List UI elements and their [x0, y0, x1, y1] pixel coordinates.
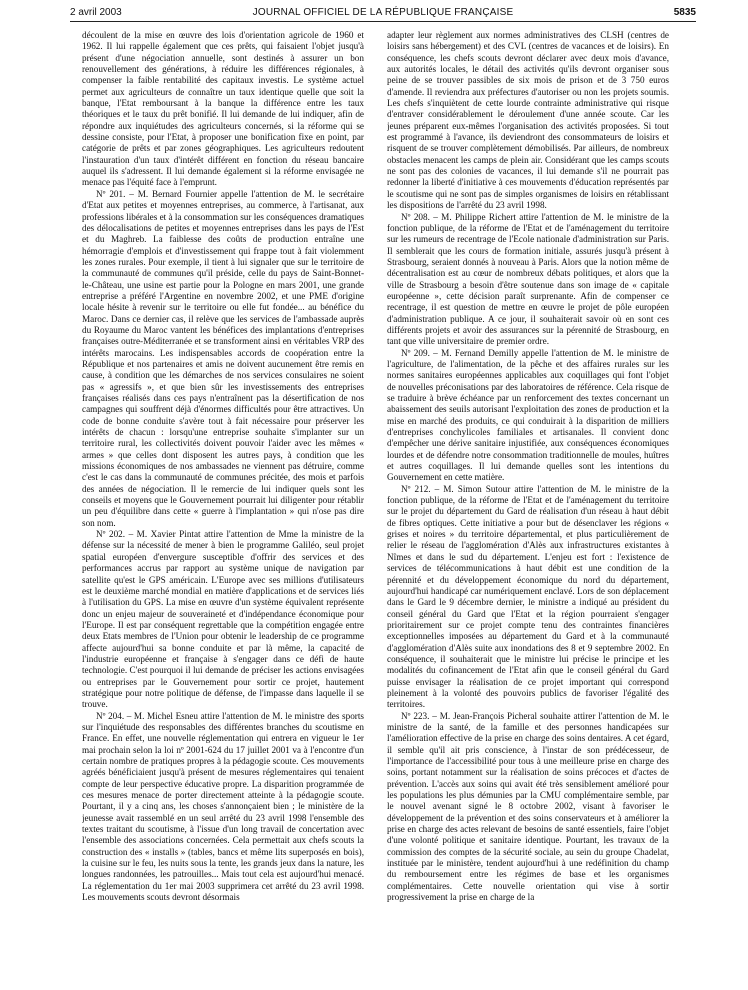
left-column — [82, 30, 364, 980]
paragraph: Nº 212. – M. Simon Sutour attire l'attention de M. le ministre de la fonction publique, de la réforme de l'Etat et de l'aménagement du territoire sur le projet du département du Gard de réalisation d'un réseau à haut débit de fibres optiques. Cette initiative a pour but de désenclaver les régions « grises et noires » du territoire départemental, et plus particulièrement de relier le réseau de l'agglomération d'Alès aux infrastructures existantes à Nîmes et dans le sud du département. L'enjeu est fort : l'existence de services de télécommunications à haut débit est une condition de la pérennité et du développement économique du nord du département, aujourd'hui handicapé car numériquement enclavé. Lors de son déplacement dans le Gard le 9 décembre dernier, le ministre a indiqué au président du conseil général du Gard que l'Etat et la région pourraient s'engager prioritairement sur ce projet compte tenu des contraintes financières exceptionnelles imposées au département du Gard et à la communauté d'agglomération d'Alès suite aux inondations des 8 et 9 septembre 2002. En conséquence, il souhaiterait que le ministre lui précise le principe et les modalités du cofinancement de l'Etat afin que le conseil général du Gard puisse envisager la réalisation de ce projet important qui correspond pleinement à la volonté des pouvoirs publics de favoriser l'égalité des territoires. — [387, 483, 669, 710]
paragraph: Nº 201. – M. Bernard Fournier appelle l'attention de M. le secrétaire d'Etat aux petites et moyennes entreprises, au commerce, à l'artisanat, aux professions libérales et à la consommation sur les conséquences dramatiques des délocalisations de petites et moyennes entreprises dans les pays de l'Est et du Maghreb. La faiblesse des coûts de production entraîne une hémorragie d'emplois et d'investissement qui frappe tout à fait violemment les zones rurales. Pour exemple, il tient à lui signaler que sur le territoire de la communauté de communes qu'il préside, celle du pays de Saint-Bonnet-le-Château, une usine est partie pour la Pologne en mars 2001, une grande entreprise a préféré l'Argentine en novembre 2002, et une PME d'origine locale hésite à revenir sur le territoire ou elle fut fondée... au bénéfice du Maroc. Dans ce dernier cas, il relève que les services de l'ambassade auprès du Royaume du Maroc vantent les bénéfices des implantations d'entreprises françaises outre-Méditerranée et se transforment ainsi en véritables VRP des intérêts marocains. Les indispensables accords de coopération entre la République et nos partenaires et amis ne doivent aucunement être remis en cause, à condition que les démarches de nos services consulaires ne soient pas « agressifs », et que bien sûr les investissements des entreprises françaises réalisés dans ces pays n'entraînent pas la désertification de nos campagnes qui souffrent déjà d'énormes difficultés pour être attractives. Un code de bonne conduite s'avère tout à fait nécessaire pour préserver les intérêts de chacun : lorsqu'une entreprise souhaite s'implanter sur un territoire rural, les collectivités doivent pouvoir l'aider avec les mêmes « armes » que celles dont disposent les autres pays, à condition que les missions économiques de nos ambassades ne viennent pas détruire, comme c'est le cas dans la communauté de communes précitée, des mois et parfois des années de négociation. Il le remercie de lui indiquer quels sont les conseils et moyens que le Gouvernement pourrait lui diligenter pour rétablir un peu d'équilibre dans cette « guerre à l'implantation » qui n'ose pas dire son nom. — [82, 188, 364, 528]
paragraph: Nº 208. – M. Philippe Richert attire l'attention de M. le ministre de la fonction publique, de la réforme de l'Etat et de l'aménagement du territoire sur les rumeurs de recentrage de l'Ecole nationale d'administration sur Paris. Il semblerait que les cours de formation initiale, assurés jusqu'à présent à Strasbourg, seraient donnés à nouveau à Paris. Alors que la notion même de décentralisation est au cœur de nombreux débats politiques, et alors que la ville de Strasbourg a besoin d'être soutenue dans son image de « capitale européenne », cette décision paraît surprenante. Afin de compenser ce recentrage, il est question de mettre en œuvre le projet de pôle européen d'administration publique. A ce jour, il souhaiterait savoir où en sont ces différents projets et avoir des assurances sur la pérennité de Strasbourg, en tant que ville universitaire de premier ordre. — [387, 211, 669, 347]
paragraph: Nº 204. – M. Michel Esneu attire l'attention de M. le ministre des sports sur l'inquiétude des responsables des différentes branches du scoutisme en France. En effet, une nouvelle réglementation qui entrera en vigueur le 1er mai prochain selon la loi nº 2001-624 du 17 juillet 2001 va à l'encontre d'un certain nombre de pratiques propres à la pédagogie scoute. Ces mouvements agréés bénéficiaient jusqu'à présent de mesures réglementaires qui tenaient compte de leur perspective éducative propre. La disparition programmée de ces mesures menace de porter directement atteinte à la pédagogie scoute. Pourtant, il y a cinq ans, les choses s'annonçaient bien ; le ministère de la jeunesse avait rassemblé en un seul arrêté du 23 avril 1998 l'ensemble des textes traitant du scoutisme, à l'issue d'un long travail de concertation avec l'ensemble des associations concernées. Cela permettait aux chefs scouts la construction des « installs » (tables, bancs et même lits superposés en bois), la cuisine sur le feu, les nuits sous la tente, les grands jeux dans la nature, les longues randonnées, les patrouilles... Mais tout cela est aujourd'hui menacé. La réglementation du 1er mai 2003 supprimera cet arrêté du 23 avril 1998. Les mouvements scouts devront désormais — [82, 710, 364, 903]
paragraph: Nº 202. – M. Xavier Pintat attire l'attention de Mme la ministre de la défense sur la nécessité de mener à bien le programme Galiléo, seul projet spatial européen d'envergure susceptible d'offrir des services et des performances accrus par rapport au système unique de navigation par satellite qu'est le GPS américain. L'Europe avec ses millions d'utilisateurs est le deuxième marché mondial en matière d'applications et de services liés à l'utilisation du GPS. La mise en œuvre d'un système équivalent représente donc un enjeu majeur de souveraineté et d'indépendance économique pour l'Europe. Il est par conséquent regrettable que la compétition engagée entre deux Etats membres de l'Union pour obtenir le leadership de ce programme affecte aujourd'hui sa bonne conduite et par là même, la capacité de l'industrie européenne et française à s'engager dans ce défi de haute technologie. C'est pourquoi il lui demande de préciser les actions envisagées ou entreprises par le Gouvernement pour sortir ce projet, hautement stratégique pour notre politique de défense, de l'impasse dans laquelle il se trouve. — [82, 529, 364, 710]
paragraph: adapter leur règlement aux normes administratives des CLSH (centres de loisirs sans hébergement) et des CVL (centres de vacances et de loisirs). En conséquence, les chefs scouts devront déclarer avec deux mois d'avance, aux autorités locales, le détail des activités qu'ils devront organiser sous peine de se trouver passibles de six mois de prison et de 3 750 euros d'amende. Il reviendra aux préfectures d'autoriser ou non les projets soumis. Les chefs s'inquiètent de cette lourde contrainte administrative qui risque d'entraver considérablement le déroulement d'une année scoute. Car les jeunes préparent eux-mêmes l'organisation des activités proposées. Si tout est programmé à l'avance, ils deviendront des consommateurs de loisirs et risquent de se trouver complètement démobilisés. Par ailleurs, de nombreux obstacles menacent les camps de plein air. Considérant que les camps scouts ne sont pas des colonies de vacances, il lui demande s'il ne pourrait pas redonner la liberté d'initiative à ces mouvements d'éducation représentés par le scoutisme qui ne sont pas de simples organismes de loisirs en rétablissant les dispositions de l'arrêté du 23 avril 1998. — [387, 30, 669, 211]
header-date: 2 avril 2003 — [70, 7, 122, 18]
paragraph: Nº 209. – M. Fernand Demilly appelle l'attention de M. le ministre de l'agriculture, de l'alimentation, de la pêche et des affaires rurales sur les normes sanitaires européennes applicables aux coquillages qui font l'objet de nouvelles préconisations par des laboratoires de référence. Cela risque de se traduire à brève échéance par un renforcement des textes concernant un abaissement des seuils autorisant l'exploitation des zones de production et la mise en marché des produits, ce qui conduirait à la disparition de milliers d'entreprises conchylicoles familiales et artisanales. Il convient donc d'empêcher une dérive sanitaire injustifiée, aux conséquences économiques lourdes et de défendre notre consommation traditionnelle de moules, huîtres et autres coquillages. Il lui demande quelles sont les intentions du Gouvernement en cette matière. — [387, 347, 669, 483]
paragraph: découlent de la mise en œuvre des lois d'orientation agricole de 1960 et 1962. Il lui rappelle également que ces prêts, qui faisaient l'objet jusqu'à présent d'une négociation annuelle, sont destinés à assurer un bon renouvellement des générations, à réduire les différences régionales, à compenser la faible rentabilité des capitaux investis. Le système actuel permet aux agriculteurs de connaître un taux identique quelle que soit la banque, l'Etat remboursant à la banque la différence entre les taux théoriques et le taux du prêt bonifié. Il lui demande de lui indiquer, afin de répondre aux inquiétudes des agriculteurs concernés, si la réforme qui se dessine consiste, pour l'Etat, à proposer une bonification fixe en point, par catégorie de prêts et par zones géographiques. Les agriculteurs redoutent l'instauration d'un taux d'intérêt différent en fonction du réseau bancaire auquel ils s'adressent. Il lui demande également si la réforme envisagée ne menace pas l'équité face à l'emprunt. — [82, 30, 364, 188]
header-page-number: 5835 — [673, 7, 696, 18]
header-rule — [70, 21, 696, 22]
right-column — [387, 30, 669, 980]
header-journal-title: JOURNAL OFFICIEL DE LA RÉPUBLIQUE FRANÇAISE — [252, 7, 514, 18]
paragraph: Nº 223. – M. Jean-François Picheral souhaite attirer l'attention de M. le ministre de la santé, de la famille et des personnes handicapées sur l'amélioration effective de la prise en charge des soins dentaires. A cet égard, il semble qu'il ait pris conscience, à l'instar de son prédécesseur, de l'importance de l'accessibilité pour tous à une meilleure prise en charge des soins, portant notamment sur la réalisation de soins précoces et d'actes de prévention. L'accès aux soins qui avait été très sensiblement amélioré pour les populations les plus démunies par la CMU complémentaire semble, par le nouvel avenant signé le 8 octobre 2002, visant à favoriser le développement de la prévention et des soins conservateurs et à améliorer la prise en charge des actes relevant de besoins de santé essentiels, faire l'objet d'une volonté politique et sanitaire identique. Pourtant, les travaux de la commission des comptes de la sécurité sociale, au sein du groupe Chadelat, instituée par le ministère, tendent aujourd'hui à une redéfinition du champ du remboursement entre les régimes de base et les organismes complémentaires. Cette nouvelle orientation qui vise à sortir progressivement la prise en charge de la — [387, 710, 669, 903]
page-header — [70, 5, 696, 21]
